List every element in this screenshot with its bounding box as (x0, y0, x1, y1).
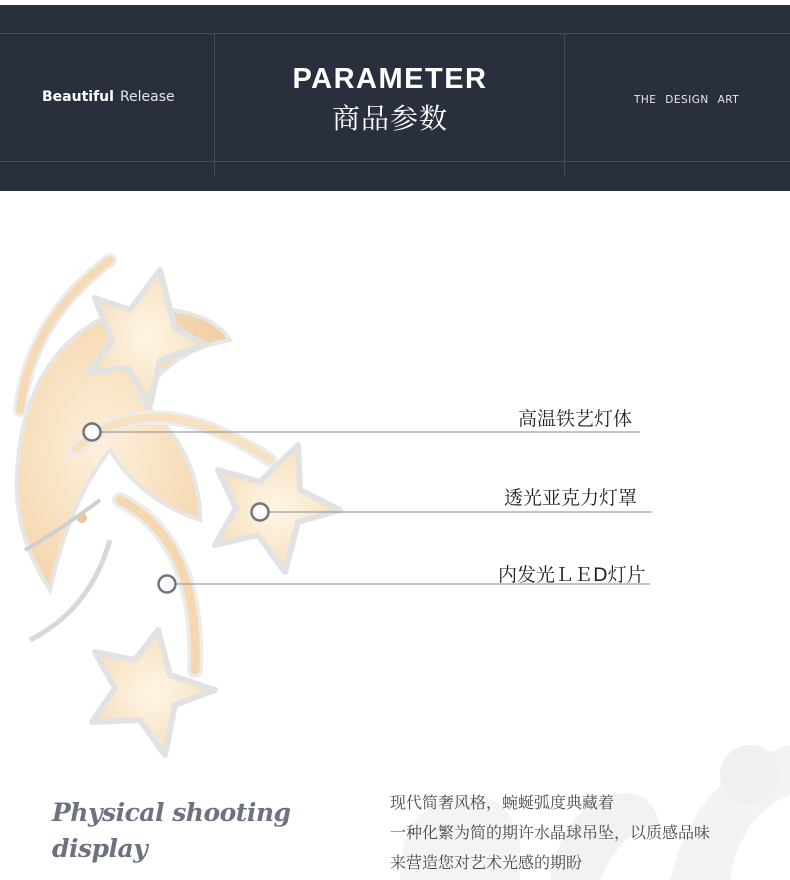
brand-bold: Beautiful (42, 89, 114, 105)
callout-dot-1 (84, 424, 101, 441)
part-label-led: 内发光ＬＥD灯片 (498, 564, 646, 586)
description-line-3: 来营造您对艺术光感的期盼 (390, 853, 583, 872)
brand-text (42, 89, 175, 105)
physical-line-1: Physical shooting (52, 798, 291, 827)
parameter-subtitle: 商品参数 (331, 102, 448, 135)
design-art-text: THE DESIGN ART (634, 94, 740, 106)
star-middle (215, 445, 340, 572)
part-label-shade: 透光亚克力灯罩 (504, 487, 638, 509)
brand-light: Release (119, 89, 175, 105)
banner-line-top (0, 33, 790, 34)
physical-line-2: display (52, 834, 148, 863)
lamp-illustration (0, 200, 790, 770)
callout-dot-3 (159, 576, 176, 593)
banner-line-bottom (0, 161, 790, 162)
center-knob (77, 513, 87, 523)
callout-dot-2 (252, 504, 269, 521)
parameter-title: PARAMETER (292, 63, 488, 95)
header-banner (0, 5, 790, 191)
description-line-1: 现代简奢风格，蜿蜒弧度典藏着 (390, 793, 615, 812)
description-text (390, 788, 710, 878)
physical-shooting-title (52, 795, 291, 867)
description-line-2: 一种化繁为简的期许水晶球吊坠，以质感品味 (390, 823, 711, 842)
part-label-body: 高温铁艺灯体 (518, 408, 633, 430)
